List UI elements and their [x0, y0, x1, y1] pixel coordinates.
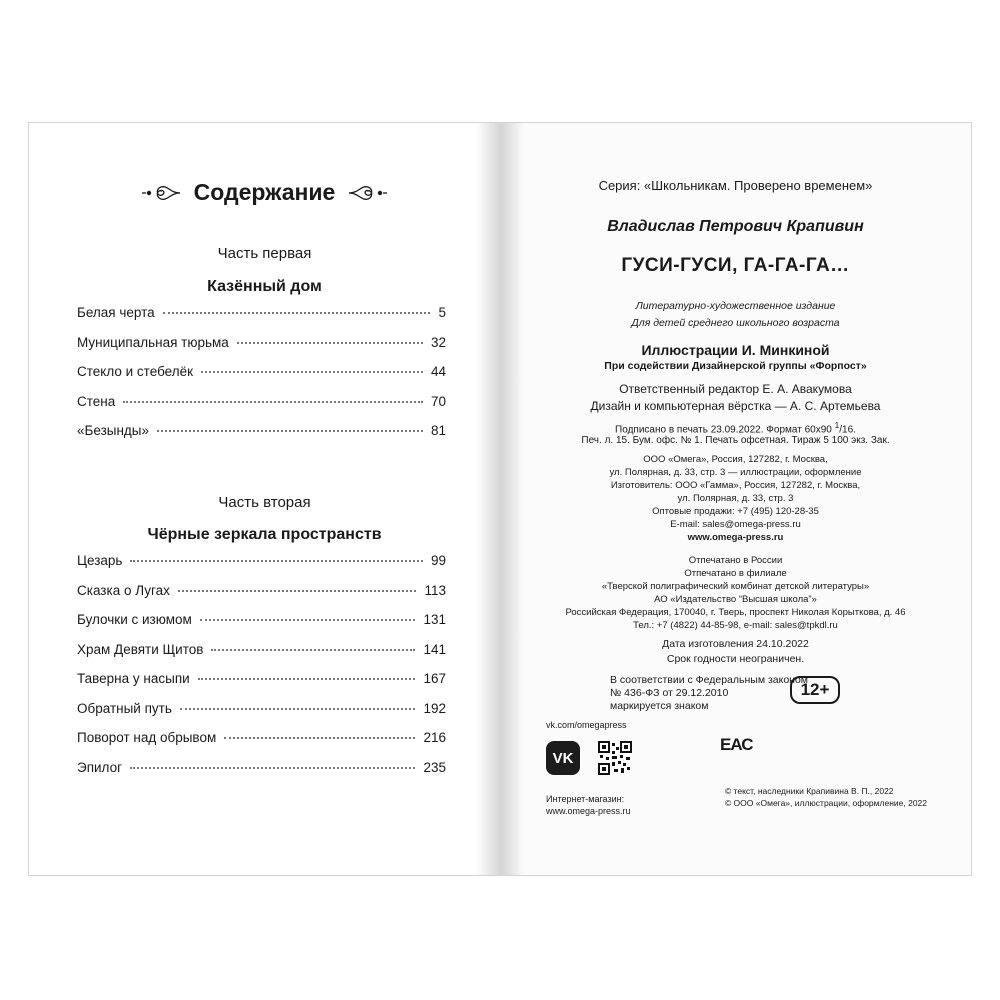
- manufacture-date: Дата изготовления 24.10.2022: [662, 638, 809, 650]
- assistance-line: При содействии Дизайнерской группы «Форпост»: [604, 360, 867, 372]
- publisher-website: www.omega-press.ru: [687, 532, 784, 543]
- toc-entry[interactable]: [77, 423, 446, 453]
- chapter-title: Стена: [77, 393, 116, 409]
- printer-name: «Тверской полиграфический комбинат детской литературы»: [601, 581, 870, 592]
- dot-leader: [200, 619, 416, 621]
- toc-entry[interactable]: [77, 335, 446, 365]
- dot-leader: [224, 737, 415, 739]
- omega-address-2: ул. Полярная, д. 33, стр. 3 — иллюстрации, оформление: [609, 467, 862, 478]
- toc-entry[interactable]: [77, 305, 446, 335]
- chapter-title: Муниципальная тюрьма: [77, 334, 229, 350]
- chapter-page: 70: [430, 393, 446, 409]
- toc-entry[interactable]: [77, 642, 446, 672]
- qr-code-icon: [598, 741, 632, 775]
- flourish-ornament-icon: [140, 181, 182, 205]
- law-number: № 436-ФЗ от 29.12.2010: [610, 687, 729, 699]
- chapter-page: 81: [430, 423, 446, 438]
- dot-leader: [123, 401, 423, 403]
- chapter-title: Храм Девяти Щитов: [77, 641, 204, 657]
- chapter-title: Эпилог: [77, 759, 123, 775]
- format-superscript: 1: [834, 420, 840, 430]
- federal-law-note: [610, 674, 808, 713]
- age-rating-badge: 12+: [790, 676, 840, 704]
- printer-address: Российская Федерация, 170040, г. Тверь, проспект Николая Корыткова, д. 46: [565, 607, 906, 618]
- toc-list-part-two: [77, 553, 446, 789]
- copyright-illustrations: © ООО «Омега», иллюстрации, оформление, 2022: [724, 798, 927, 808]
- series-line: Серия: «Школьникам. Проверено временем»: [598, 178, 873, 193]
- dot-leader: [180, 708, 416, 710]
- chapter-title: Белая черта: [77, 305, 155, 320]
- chapter-page: 32: [430, 334, 446, 350]
- manufacturer-line-2: ул. Полярная, д. 33, стр. 3: [677, 493, 794, 504]
- chapter-title: Булочки с изюмом: [77, 612, 192, 627]
- chapter-title: Стекло и стебелёк: [77, 364, 193, 379]
- editor-line: Ответственный редактор Е. А. Авакумова: [619, 382, 852, 396]
- signed-text: Подписано в печать 23.09.2022. Формат 60х90: [615, 424, 835, 436]
- dot-leader: [198, 678, 416, 680]
- chapter-page: 131: [423, 612, 446, 627]
- dot-leader: [211, 649, 415, 651]
- toc-entry[interactable]: [77, 364, 446, 394]
- chapter-page: 5: [438, 305, 446, 320]
- toc-entry[interactable]: [77, 701, 446, 731]
- online-shop-block: [546, 793, 631, 817]
- toc-entry[interactable]: [77, 394, 446, 424]
- chapter-title: «Безынды»: [77, 423, 150, 438]
- toc-entry[interactable]: [77, 671, 446, 701]
- author-name: Владислав Петрович Крапивин: [607, 218, 864, 235]
- chapter-title: Обратный путь: [77, 700, 172, 716]
- online-shop-label: Интернет-магазин:: [546, 794, 625, 804]
- manufacturer-line-1: Изготовитель: ООО «Гамма», Россия, 127282, г. Москва,: [610, 480, 861, 491]
- dot-leader: [201, 371, 423, 373]
- shelf-life: Срок годности неограничен.: [666, 653, 805, 665]
- page-right-imprint: [500, 122, 972, 876]
- toc-entry[interactable]: [77, 730, 446, 760]
- printer-contacts: Тел.: +7 (4822) 44-85-98, e-mail: sales@tpkdl.ru: [633, 620, 838, 631]
- chapter-title: Сказка о Лугах: [77, 582, 170, 598]
- chapter-page: 167: [423, 671, 446, 686]
- part-one-label: Часть первая: [217, 245, 312, 262]
- toc-entry[interactable]: [77, 553, 446, 583]
- chapter-page: 216: [423, 730, 446, 745]
- toc-title: Содержание: [193, 179, 336, 205]
- law-line: В соответствии с Федеральным законом: [610, 674, 809, 686]
- illustrator-line: Иллюстрации И. Минкиной: [641, 342, 830, 358]
- printed-in-branch: Отпечатано в филиале: [684, 568, 787, 579]
- chapter-page: 99: [430, 553, 446, 568]
- dot-leader: [157, 430, 423, 432]
- sales-email: E-mail: sales@omega-press.ru: [670, 519, 801, 530]
- copyright-block: [725, 785, 927, 809]
- chapter-title: Таверна у насыпи: [77, 671, 190, 686]
- audience-line: Для детей среднего школьного возраста: [631, 317, 840, 329]
- printer-company: АО «Издательство “Высшая школа”»: [654, 594, 817, 605]
- eac-certification-mark: ЕАС: [720, 735, 753, 754]
- omega-address-1: ООО «Омега», Россия, 127282, г. Москва,: [643, 454, 828, 465]
- chapter-page: 141: [423, 641, 446, 657]
- part-two-label: Часть вторая: [218, 494, 311, 511]
- chapter-page: 192: [423, 700, 446, 716]
- chapter-title: Цезарь: [77, 553, 123, 568]
- print-specs-line: Печ. л. 15. Бум. офс. № 1. Печать офсетная. Тираж 5 100 экз. Зак.: [581, 435, 890, 446]
- dot-leader: [130, 767, 415, 769]
- design-line: Дизайн и компьютерная вёрстка — А. С. Артемьева: [590, 399, 881, 413]
- chapter-title: Поворот над обрывом: [77, 730, 217, 745]
- online-shop-url[interactable]: www.omega-press.ru: [546, 806, 631, 816]
- dot-leader: [237, 342, 423, 344]
- page-left-contents: [28, 122, 500, 876]
- toc-entry[interactable]: [77, 583, 446, 613]
- dot-leader: [178, 590, 417, 592]
- format-fraction: /16.: [839, 424, 856, 436]
- toc-list-part-one: [77, 305, 446, 453]
- vk-logo-icon: VK: [546, 741, 580, 775]
- chapter-page: 44: [430, 364, 446, 379]
- part-one-title: Казённый дом: [207, 278, 322, 295]
- toc-entry[interactable]: [77, 760, 446, 790]
- law-mark-line: маркируется знаком: [610, 700, 709, 712]
- flourish-ornament-icon: [347, 181, 389, 205]
- dot-leader: [130, 560, 423, 562]
- vk-url[interactable]: vk.com/omegapress: [546, 720, 627, 730]
- wholesale-phone: Оптовые продажи: +7 (495) 120-28-35: [652, 506, 819, 517]
- copyright-text: © текст, наследники Крапивина В. П., 2022: [724, 786, 894, 796]
- book-title: ГУСИ-ГУСИ, ГА-ГА-ГА…: [621, 255, 850, 276]
- printed-in-russia: Отпечатано в России: [688, 555, 783, 566]
- chapter-page: 235: [423, 759, 446, 775]
- dot-leader: [163, 312, 431, 314]
- chapter-page: 113: [424, 582, 446, 598]
- toc-entry[interactable]: [77, 612, 446, 642]
- genre-line: Литературно-художественное издание: [635, 300, 836, 312]
- part-two-title: Чёрные зеркала пространств: [147, 526, 382, 543]
- toc-header: [29, 179, 500, 206]
